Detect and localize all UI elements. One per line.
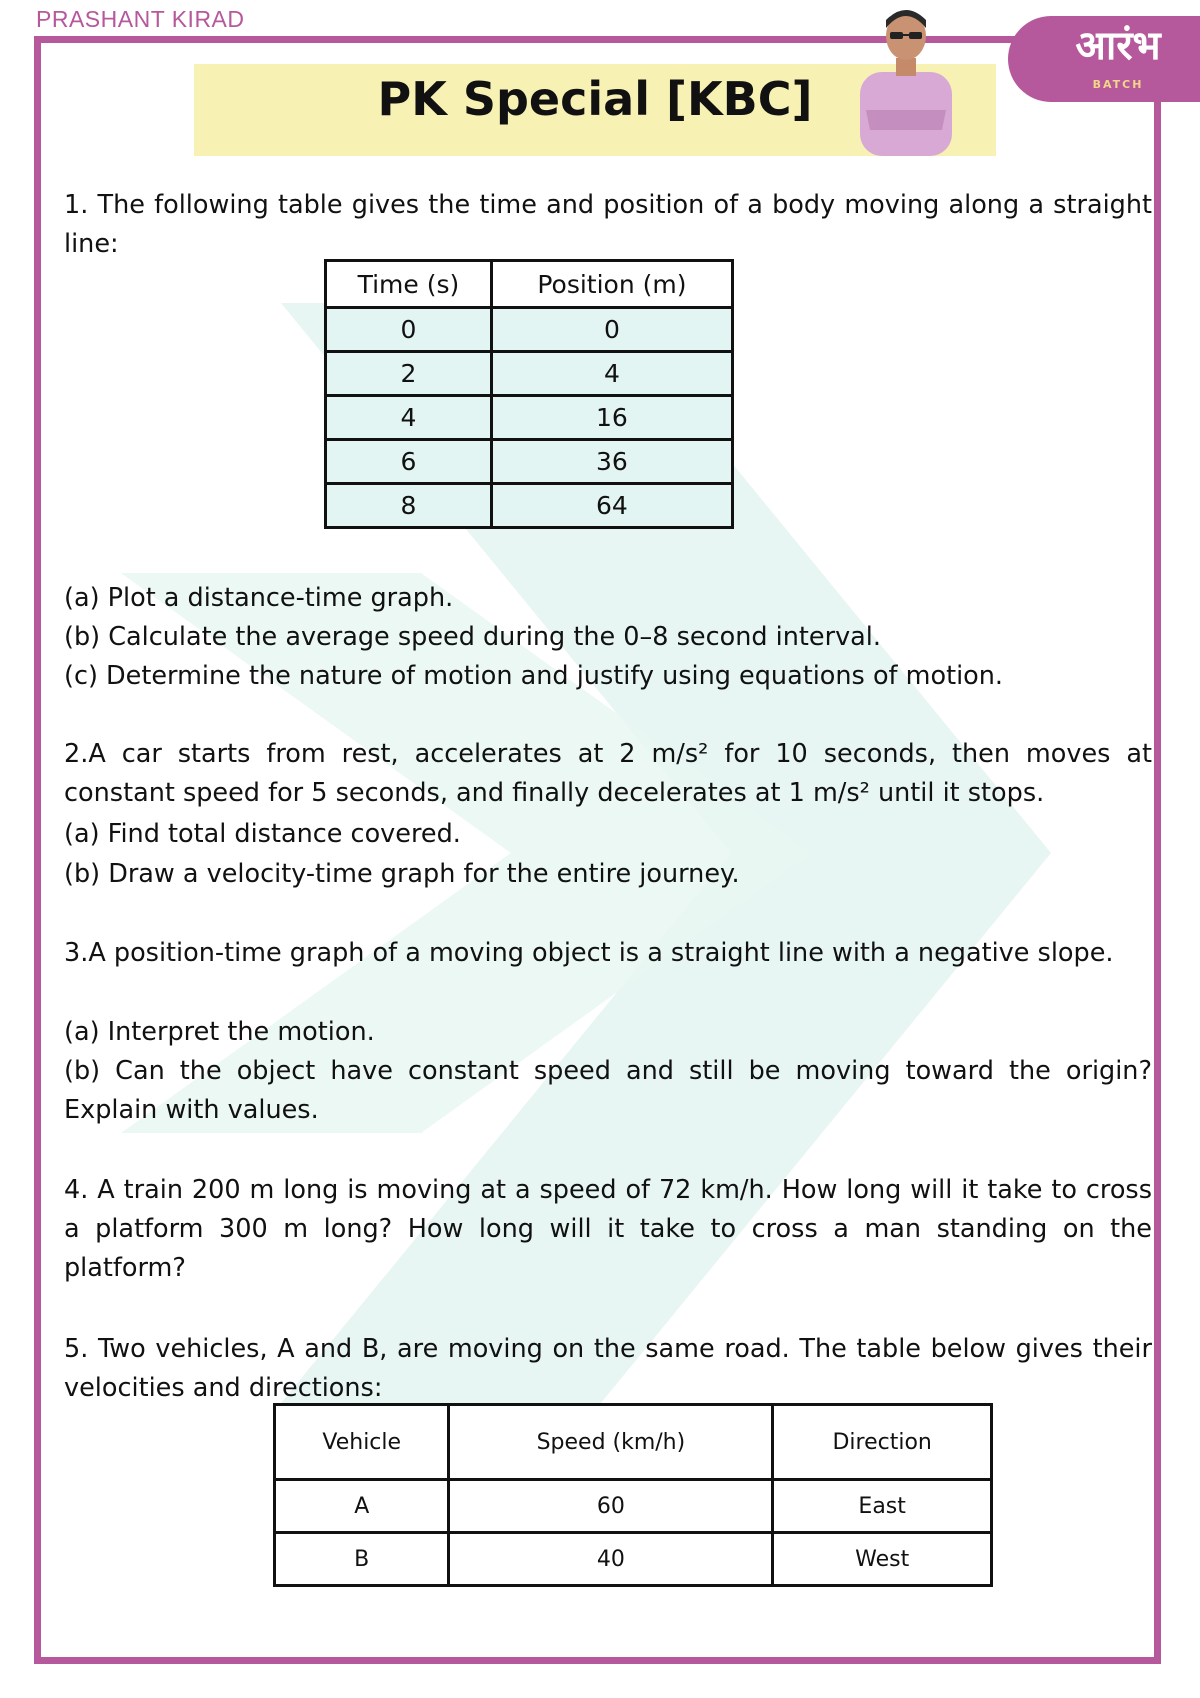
q5-table	[273, 1403, 993, 1587]
page-title: PK Special [KBC]	[377, 72, 813, 126]
table-row	[326, 308, 733, 352]
table-cell: 36	[491, 440, 732, 484]
q3-part-a: (a) Interpret the motion.	[64, 1017, 375, 1047]
table-cell: 60	[449, 1480, 773, 1533]
table-cell: 0	[491, 308, 732, 352]
header-cell: Direction	[773, 1405, 992, 1480]
table-cell: 6	[326, 440, 492, 484]
table-cell: 0	[326, 308, 492, 352]
header-cell: Vehicle	[275, 1405, 449, 1480]
table-cell: 40	[449, 1533, 773, 1586]
table-cell: 2	[326, 352, 492, 396]
q1-part-b: (b) Calculate the average speed during the 0–8 second interval.	[64, 622, 881, 652]
q2-intro: 2.A car starts from rest, accelerates at 2 m/s² for 10 seconds, then moves at constant speed for 5 seconds, and finally decelerates at 1 m/s² until it stops.	[64, 739, 1152, 808]
table-row	[275, 1533, 992, 1586]
table-header-row	[326, 261, 733, 308]
table-cell: 64	[491, 484, 732, 528]
table-cell: 16	[491, 396, 732, 440]
q5-intro: 5. Two vehicles, A and B, are moving on the same road. The table below gives their velocities and directions:	[64, 1334, 1152, 1403]
table-row	[326, 484, 733, 528]
table-cell: West	[773, 1533, 992, 1586]
q4-text: 4. A train 200 m long is moving at a speed of 72 km/h. How long will it take to cross a platform 300 m long? How long will it take to cross a man standing on the platform?	[64, 1175, 1152, 1283]
q1-intro: 1. The following table gives the time and position of a body moving along a straight line:	[64, 190, 1152, 259]
table-row	[275, 1480, 992, 1533]
q2-part-b: (b) Draw a velocity-time graph for the entire journey.	[64, 859, 740, 889]
q2-part-a: (a) Find total distance covered.	[64, 819, 461, 849]
q1-table	[324, 259, 734, 529]
table-row	[326, 440, 733, 484]
logo-text: आरंभ	[1075, 22, 1161, 69]
table-row	[326, 396, 733, 440]
q1-part-a: (a) Plot a distance-time graph.	[64, 583, 454, 613]
header-cell: Speed (km/h)	[449, 1405, 773, 1480]
q1-part-c: (c) Determine the nature of motion and justify using equations of motion.	[64, 661, 1004, 691]
table-cell: B	[275, 1533, 449, 1586]
table-cell: 4	[326, 396, 492, 440]
header-cell: Time (s)	[326, 261, 492, 308]
q3-intro: 3.A position-time graph of a moving object is a straight line with a negative slope.	[64, 938, 1114, 968]
q3-part-b: (b) Can the object have constant speed and still be moving toward the origin? Explain with values.	[64, 1056, 1152, 1125]
author-name: PRASHANT KIRAD	[36, 6, 245, 32]
table-row	[326, 352, 733, 396]
table-cell: 8	[326, 484, 492, 528]
instructor-photo-icon	[852, 2, 960, 156]
table-header-row	[275, 1405, 992, 1480]
table-cell: East	[773, 1480, 992, 1533]
table-cell: A	[275, 1480, 449, 1533]
logo-subtext: BATCH	[1092, 78, 1144, 91]
header-cell: Position (m)	[491, 261, 732, 308]
table-cell: 4	[491, 352, 732, 396]
